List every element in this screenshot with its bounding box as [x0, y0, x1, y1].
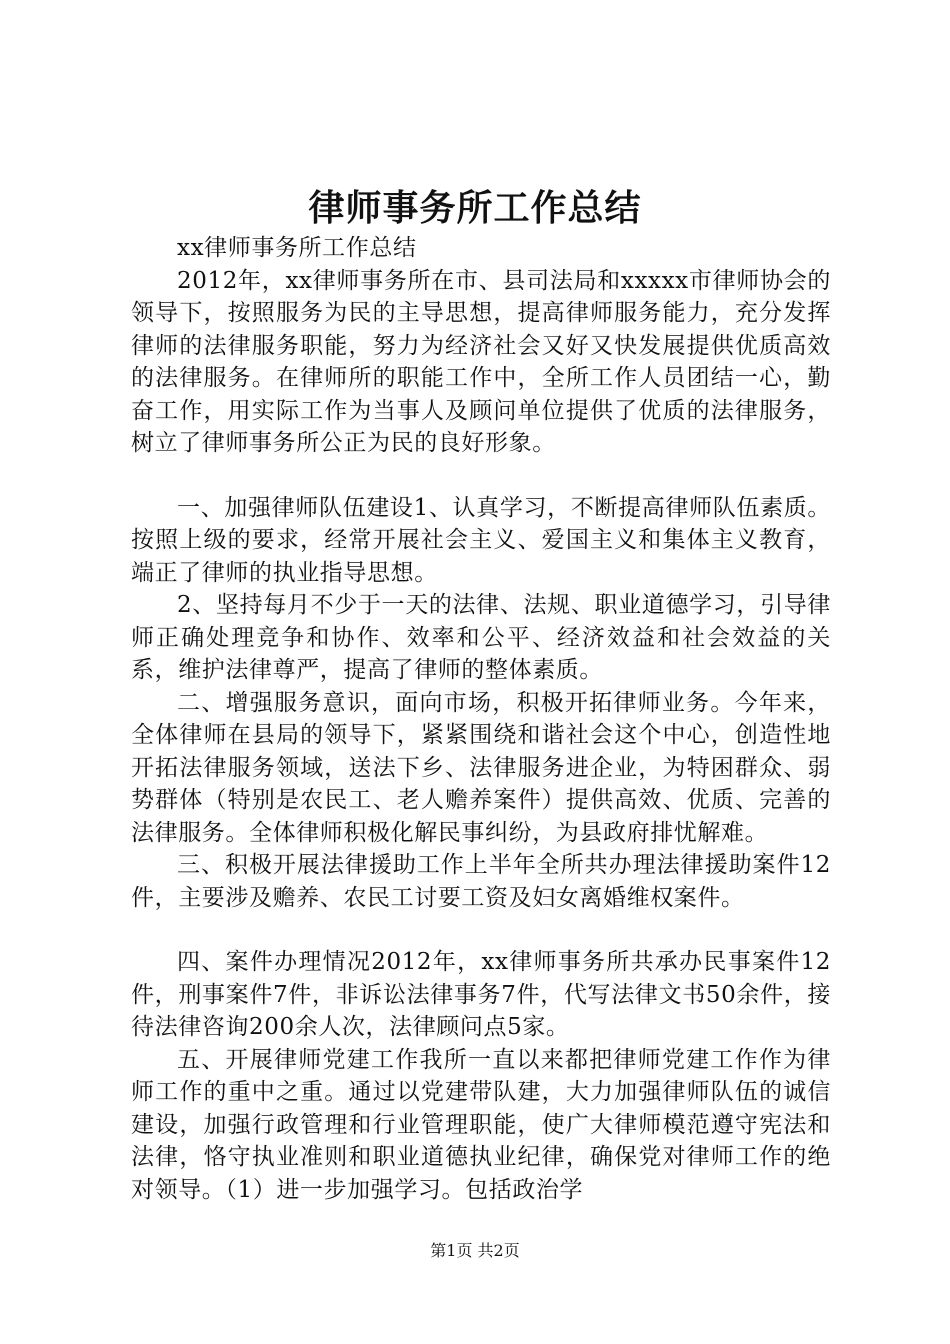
document-subtitle: xx律师事务所工作总结	[177, 235, 417, 261]
document-body	[131, 232, 831, 1206]
document-title: 律师事务所工作总结	[308, 187, 642, 229]
paragraph-section-1-item-2: 2、坚持每月不少于一天的法律、法规、职业道德学习，引导律师正确处理竞争和协作、效率和公平、经济效益和社会效益的关系，维护法律尊严，提高了律师的整体素质。	[131, 592, 831, 683]
paragraph-section-4: 四、案件办理情况2012年，xx律师事务所共承办民事案件12件，刑事案件7件，非诉讼法律事务7件，代写法律文书50余件，接待法律咨询200余人次，法律顾问点5家。	[131, 949, 831, 1040]
paragraph-section-2: 二、增强服务意识，面向市场，积极开拓律师业务。今年来，全体律师在县局的领导下，紧紧围绕和谐社会这个中心，创造性地开拓法律服务领域，送法下乡、法律服务进企业，为特困群众、弱势群体（特别是农民工、老人赡养案件）提供高效、优质、完善的法律服务。全体律师积极化解民事纠纷，为县政府排忧解难。	[131, 689, 831, 846]
page-footer: 第1页 共2页	[430, 1241, 520, 1260]
paragraph-section-5: 五、开展律师党建工作我所一直以来都把律师党建工作作为律师工作的重中之重。通过以党建带队建，大力加强律师队伍的诚信建设，加强行政管理和行业管理职能，使广大律师模范遵守宪法和法律，恪守执业准则和职业道德执业纪律，确保党对律师工作的绝对领导。（1）进一步加强学习。包括政治学	[131, 1046, 831, 1203]
paragraph-section-1: 一、加强律师队伍建设1、认真学习，不断提高律师队伍素质。按照上级的要求，经常开展社会主义、爱国主义和集体主义教育，端正了律师的执业指导思想。	[131, 494, 831, 586]
paragraph-intro: 2012年，xx律师事务所在市、县司法局和xxxxx市律师协会的领导下，按照服务为民的主导思想，提高律师服务能力，充分发挥律师的法律服务职能，努力为经济社会又好又快发展提供优质高效的法律服务。在律师所的职能工作中，全所工作人员团结一心，勤奋工作，用实际工作为当事人及顾问单位提供了优质的法律服务，树立了律师事务所公正为民的良好形象。	[131, 267, 831, 456]
paragraph-section-3: 三、积极开展法律援助工作上半年全所共办理法律援助案件12件，主要涉及赡养、农民工讨要工资及妇女离婚维权案件。	[131, 852, 831, 911]
